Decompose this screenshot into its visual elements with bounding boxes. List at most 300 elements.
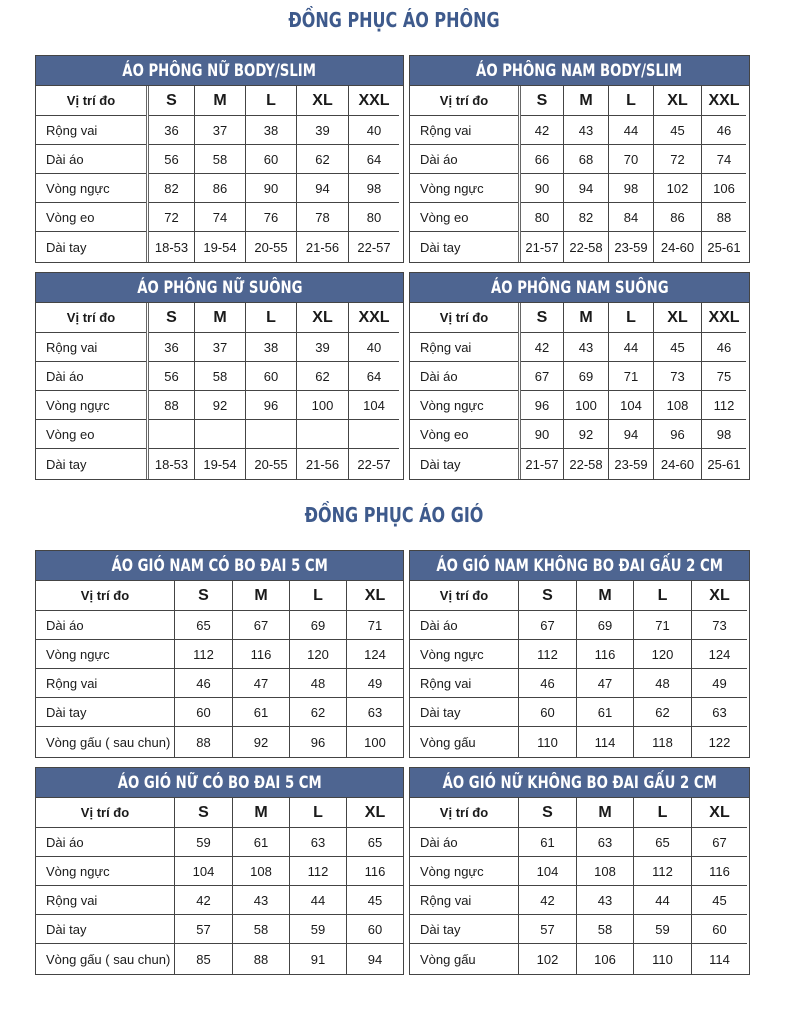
size-value: 60 xyxy=(692,914,747,943)
measure-label: Vòng ngực xyxy=(36,173,146,202)
size-value: 71 xyxy=(634,610,691,639)
size-column xyxy=(194,303,245,479)
measure-label: Dài áo xyxy=(36,827,174,856)
size-value: 62 xyxy=(634,697,691,726)
size-value: 124 xyxy=(692,639,747,668)
size-value: 118 xyxy=(634,726,691,757)
size-value: 57 xyxy=(519,914,576,943)
size-value: 63 xyxy=(347,697,403,726)
size-value: 114 xyxy=(577,726,633,757)
size-value: 61 xyxy=(519,827,576,856)
size-column xyxy=(576,581,633,757)
size-value: 63 xyxy=(692,697,747,726)
table-grid xyxy=(36,581,403,757)
size-value: 58 xyxy=(195,144,245,173)
size-value: 70 xyxy=(609,144,653,173)
measure-label: Dài tay xyxy=(410,914,518,943)
size-header: XL xyxy=(312,91,333,109)
size-value: 92 xyxy=(564,419,608,448)
size-header: XL xyxy=(667,91,688,109)
size-value: 72 xyxy=(654,144,701,173)
size-value xyxy=(246,419,296,448)
size-value: 67 xyxy=(233,610,289,639)
size-value: 104 xyxy=(609,390,653,419)
measure-label-column xyxy=(410,86,518,262)
size-value: 24-60 xyxy=(654,448,701,479)
size-value: 18-53 xyxy=(149,231,194,262)
size-value: 112 xyxy=(175,639,232,668)
size-value: 106 xyxy=(702,173,746,202)
measure-label: Vòng ngực xyxy=(410,856,518,885)
size-value: 46 xyxy=(702,332,746,361)
table-grid xyxy=(410,303,749,479)
size-value: 92 xyxy=(233,726,289,757)
size-header: M xyxy=(213,308,227,326)
size-column xyxy=(289,798,346,974)
size-value: 68 xyxy=(564,144,608,173)
size-value: 38 xyxy=(246,332,296,361)
table-title-bar xyxy=(410,56,749,86)
size-header: XL xyxy=(667,308,688,326)
size-header: XL xyxy=(709,586,730,604)
size-value: 66 xyxy=(521,144,563,173)
measure-header: Vị trí đo xyxy=(66,93,116,108)
table-title: ÁO GIÓ NAM CÓ BO ĐAI 5 CM xyxy=(111,555,328,576)
size-value: 98 xyxy=(349,173,399,202)
size-table xyxy=(35,272,404,480)
size-value: 96 xyxy=(246,390,296,419)
table-title: ÁO GIÓ NỮ KHÔNG BO ĐAI GẤU 2 CM xyxy=(442,772,717,793)
section-title-ao-gio: ĐỒNG PHỤC ÁO GIÓ xyxy=(304,503,484,527)
size-value: 44 xyxy=(634,885,691,914)
size-header: S xyxy=(536,91,548,109)
size-column xyxy=(346,798,403,974)
size-header: XXL xyxy=(358,91,390,109)
size-value: 60 xyxy=(347,914,403,943)
measure-header: Vị trí đo xyxy=(439,93,489,108)
size-header: XL xyxy=(364,803,386,821)
size-value: 21-57 xyxy=(521,448,563,479)
size-value: 43 xyxy=(564,332,608,361)
size-value: 37 xyxy=(195,115,245,144)
size-column xyxy=(653,303,701,479)
size-value: 84 xyxy=(609,202,653,231)
size-value: 67 xyxy=(519,610,576,639)
size-value: 72 xyxy=(149,202,194,231)
measure-label: Vòng eo xyxy=(36,419,146,448)
size-value: 65 xyxy=(634,827,691,856)
size-value: 22-57 xyxy=(349,448,399,479)
size-value: 62 xyxy=(290,697,346,726)
size-value: 90 xyxy=(521,173,563,202)
size-header: XXL xyxy=(708,308,740,326)
size-value: 44 xyxy=(290,885,346,914)
size-column xyxy=(518,86,563,262)
table-grid xyxy=(36,798,403,974)
measure-label: Dài áo xyxy=(410,610,518,639)
size-value: 86 xyxy=(654,202,701,231)
size-value: 88 xyxy=(149,390,194,419)
size-value: 18-53 xyxy=(149,448,194,479)
measure-label: Vòng ngực xyxy=(410,639,518,668)
table-title: ÁO GIÓ NAM KHÔNG BO ĐAI GẤU 2 CM xyxy=(436,555,723,576)
size-value: 112 xyxy=(519,639,576,668)
measure-label: Vòng gấu xyxy=(410,943,518,974)
size-value: 47 xyxy=(577,668,633,697)
size-value: 80 xyxy=(349,202,399,231)
size-value: 45 xyxy=(347,885,403,914)
size-value: 21-56 xyxy=(297,448,348,479)
size-value: 46 xyxy=(519,668,576,697)
size-value: 20-55 xyxy=(246,448,296,479)
size-value: 64 xyxy=(349,144,399,173)
size-value: 88 xyxy=(175,726,232,757)
size-table xyxy=(409,767,750,975)
table-title-bar xyxy=(410,551,749,581)
size-value: 25-61 xyxy=(702,448,746,479)
measure-label: Dài áo xyxy=(410,361,518,390)
measure-label: Vòng ngực xyxy=(36,390,146,419)
size-header: S xyxy=(542,586,553,604)
size-value: 60 xyxy=(246,144,296,173)
size-value: 78 xyxy=(297,202,348,231)
measure-label: Rộng vai xyxy=(410,885,518,914)
size-table xyxy=(409,272,750,480)
size-value: 65 xyxy=(347,827,403,856)
size-value: 60 xyxy=(175,697,232,726)
measure-label-column xyxy=(36,581,174,757)
size-value: 82 xyxy=(149,173,194,202)
size-value: 91 xyxy=(290,943,346,974)
size-table xyxy=(35,55,404,263)
size-column xyxy=(701,86,746,262)
size-value: 39 xyxy=(297,115,348,144)
size-header: L xyxy=(626,91,636,109)
size-value: 92 xyxy=(195,390,245,419)
size-value: 110 xyxy=(634,943,691,974)
size-column xyxy=(563,303,608,479)
size-column xyxy=(518,798,576,974)
measure-label-column xyxy=(410,303,518,479)
measure-label: Rộng vai xyxy=(410,115,518,144)
size-column xyxy=(289,581,346,757)
size-value: 59 xyxy=(290,914,346,943)
size-column xyxy=(633,798,691,974)
size-value: 114 xyxy=(692,943,747,974)
size-value: 100 xyxy=(564,390,608,419)
size-column xyxy=(245,303,296,479)
size-column xyxy=(174,798,232,974)
size-value: 46 xyxy=(175,668,232,697)
size-value: 48 xyxy=(634,668,691,697)
size-value: 23-59 xyxy=(609,231,653,262)
size-value: 62 xyxy=(297,361,348,390)
measure-label-column xyxy=(410,581,518,757)
size-value: 90 xyxy=(521,419,563,448)
size-value: 90 xyxy=(246,173,296,202)
size-value: 20-55 xyxy=(246,231,296,262)
size-header: L xyxy=(313,803,323,821)
size-value: 61 xyxy=(577,697,633,726)
measure-label: Dài tay xyxy=(36,448,146,479)
size-value: 104 xyxy=(519,856,576,885)
size-value: 102 xyxy=(519,943,576,974)
size-value: 19-54 xyxy=(195,231,245,262)
size-column xyxy=(146,303,194,479)
size-value xyxy=(349,419,399,448)
measure-label: Vòng ngực xyxy=(36,856,174,885)
size-header: L xyxy=(266,91,276,109)
measure-label: Rộng vai xyxy=(36,332,146,361)
size-value: 112 xyxy=(702,390,746,419)
size-value: 116 xyxy=(692,856,747,885)
size-value: 22-58 xyxy=(564,448,608,479)
size-value: 42 xyxy=(519,885,576,914)
table-title: ÁO GIÓ NỮ CÓ BO ĐAI 5 CM xyxy=(117,772,322,793)
size-value: 100 xyxy=(347,726,403,757)
measure-label: Dài tay xyxy=(36,231,146,262)
size-header: S xyxy=(166,91,177,109)
size-value: 19-54 xyxy=(195,448,245,479)
size-value: 102 xyxy=(654,173,701,202)
measure-label: Vòng ngực xyxy=(410,173,518,202)
size-value: 110 xyxy=(519,726,576,757)
measure-label: Dài tay xyxy=(410,697,518,726)
size-value: 104 xyxy=(349,390,399,419)
size-value: 65 xyxy=(175,610,232,639)
size-value xyxy=(149,419,194,448)
table-title-bar xyxy=(36,56,403,86)
size-value: 69 xyxy=(290,610,346,639)
size-value: 94 xyxy=(609,419,653,448)
size-table xyxy=(409,55,750,263)
size-value: 46 xyxy=(702,115,746,144)
size-value: 58 xyxy=(233,914,289,943)
size-header: M xyxy=(579,91,593,109)
size-value: 42 xyxy=(521,115,563,144)
size-value: 61 xyxy=(233,697,289,726)
size-column xyxy=(576,798,633,974)
size-value: 96 xyxy=(290,726,346,757)
measure-label-column xyxy=(410,798,518,974)
size-value: 108 xyxy=(654,390,701,419)
size-value: 98 xyxy=(609,173,653,202)
measure-label: Dài tay xyxy=(410,231,518,262)
size-column xyxy=(174,581,232,757)
size-header: S xyxy=(166,308,177,326)
table-title-bar xyxy=(36,768,403,798)
size-value: 40 xyxy=(349,332,399,361)
size-column xyxy=(346,581,403,757)
size-value: 74 xyxy=(702,144,746,173)
size-value: 43 xyxy=(233,885,289,914)
size-value: 36 xyxy=(149,115,194,144)
size-header: S xyxy=(542,803,553,821)
size-value: 94 xyxy=(297,173,348,202)
size-header: S xyxy=(198,803,209,821)
size-header: M xyxy=(254,803,268,821)
size-value: 63 xyxy=(290,827,346,856)
size-column xyxy=(563,86,608,262)
size-value: 120 xyxy=(634,639,691,668)
size-column xyxy=(518,303,563,479)
size-table xyxy=(35,767,404,975)
table-title: ÁO PHÔNG NỮ BODY/SLIM xyxy=(122,60,317,81)
size-value: 75 xyxy=(702,361,746,390)
size-value: 47 xyxy=(233,668,289,697)
size-value: 21-56 xyxy=(297,231,348,262)
measure-label: Dài áo xyxy=(410,144,518,173)
size-value: 56 xyxy=(149,144,194,173)
measure-label: Vòng gấu xyxy=(410,726,518,757)
size-value: 73 xyxy=(654,361,701,390)
size-value xyxy=(195,419,245,448)
size-header: L xyxy=(657,803,668,821)
size-value: 98 xyxy=(702,419,746,448)
table-grid xyxy=(410,798,749,974)
size-value: 42 xyxy=(175,885,232,914)
size-column xyxy=(608,86,653,262)
measure-label: Vòng gấu ( sau chun) xyxy=(36,726,174,757)
size-value: 112 xyxy=(634,856,691,885)
size-value: 44 xyxy=(609,332,653,361)
size-value: 86 xyxy=(195,173,245,202)
table-title-bar xyxy=(36,273,403,303)
size-header: M xyxy=(254,586,268,604)
size-value: 59 xyxy=(634,914,691,943)
measure-label: Dài tay xyxy=(36,697,174,726)
size-value: 116 xyxy=(577,639,633,668)
size-value: 22-58 xyxy=(564,231,608,262)
size-value: 67 xyxy=(521,361,563,390)
size-header: XL xyxy=(312,308,333,326)
size-value: 108 xyxy=(577,856,633,885)
size-value: 58 xyxy=(577,914,633,943)
size-header: L xyxy=(313,586,323,604)
size-value: 60 xyxy=(246,361,296,390)
size-value: 58 xyxy=(195,361,245,390)
size-value: 59 xyxy=(175,827,232,856)
measure-label: Vòng eo xyxy=(410,202,518,231)
size-value: 76 xyxy=(246,202,296,231)
size-value: 44 xyxy=(609,115,653,144)
measure-label: Dài tay xyxy=(36,914,174,943)
size-value: 36 xyxy=(149,332,194,361)
table-title: ÁO PHÔNG NỮ SUÔNG xyxy=(136,277,303,298)
size-value: 63 xyxy=(577,827,633,856)
size-value: 104 xyxy=(175,856,232,885)
size-column xyxy=(245,86,296,262)
size-value: 39 xyxy=(297,332,348,361)
size-value: 45 xyxy=(692,885,747,914)
size-value: 22-57 xyxy=(349,231,399,262)
size-value: 69 xyxy=(564,361,608,390)
table-grid xyxy=(36,86,403,262)
size-value: 116 xyxy=(233,639,289,668)
size-column xyxy=(701,303,746,479)
size-value: 62 xyxy=(297,144,348,173)
measure-label: Rộng vai xyxy=(410,668,518,697)
size-column xyxy=(691,581,747,757)
size-header: M xyxy=(598,803,612,821)
measure-header: Vị trí đo xyxy=(439,588,489,603)
size-value: 69 xyxy=(577,610,633,639)
size-value: 96 xyxy=(654,419,701,448)
size-value: 61 xyxy=(233,827,289,856)
table-title-bar xyxy=(410,768,749,798)
size-header: M xyxy=(598,586,612,604)
size-column xyxy=(633,581,691,757)
size-table xyxy=(35,550,404,758)
table-title-bar xyxy=(410,273,749,303)
section-title-ao-phong: ĐỒNG PHỤC ÁO PHÔNG xyxy=(288,8,500,32)
size-value: 74 xyxy=(195,202,245,231)
size-value: 42 xyxy=(521,332,563,361)
size-column xyxy=(146,86,194,262)
size-value: 45 xyxy=(654,332,701,361)
measure-header: Vị trí đo xyxy=(439,310,489,325)
table-grid xyxy=(410,86,749,262)
size-table xyxy=(409,550,750,758)
table-title: ÁO PHÔNG NAM BODY/SLIM xyxy=(476,60,683,81)
measure-label: Vòng ngực xyxy=(410,390,518,419)
size-value: 49 xyxy=(347,668,403,697)
size-value: 80 xyxy=(521,202,563,231)
measure-label: Vòng eo xyxy=(36,202,146,231)
size-value: 25-61 xyxy=(702,231,746,262)
measure-label: Vòng eo xyxy=(410,419,518,448)
size-value: 60 xyxy=(519,697,576,726)
size-value: 116 xyxy=(347,856,403,885)
size-column xyxy=(348,303,399,479)
table-title: ÁO PHÔNG NAM SUÔNG xyxy=(490,277,669,298)
size-column xyxy=(232,581,289,757)
size-header: XXL xyxy=(358,308,390,326)
size-value: 124 xyxy=(347,639,403,668)
size-value: 57 xyxy=(175,914,232,943)
size-header: XXL xyxy=(708,91,740,109)
measure-label: Rộng vai xyxy=(36,885,174,914)
size-value: 88 xyxy=(233,943,289,974)
size-column xyxy=(518,581,576,757)
size-value: 71 xyxy=(609,361,653,390)
size-value: 112 xyxy=(290,856,346,885)
size-value: 24-60 xyxy=(654,231,701,262)
size-header: M xyxy=(213,91,227,109)
size-header: S xyxy=(198,586,209,604)
size-value: 56 xyxy=(149,361,194,390)
size-column xyxy=(296,86,348,262)
size-value: 88 xyxy=(702,202,746,231)
size-value: 85 xyxy=(175,943,232,974)
size-value: 40 xyxy=(349,115,399,144)
size-column xyxy=(348,86,399,262)
table-grid xyxy=(410,581,749,757)
size-column xyxy=(232,798,289,974)
size-column xyxy=(194,86,245,262)
size-value: 96 xyxy=(521,390,563,419)
size-value: 94 xyxy=(564,173,608,202)
measure-label-column xyxy=(36,86,146,262)
size-value: 43 xyxy=(577,885,633,914)
size-value: 23-59 xyxy=(609,448,653,479)
size-column xyxy=(691,798,747,974)
size-value: 82 xyxy=(564,202,608,231)
measure-label: Dài áo xyxy=(36,610,174,639)
size-value: 48 xyxy=(290,668,346,697)
measure-label: Dài tay xyxy=(410,448,518,479)
size-header: L xyxy=(626,308,636,326)
